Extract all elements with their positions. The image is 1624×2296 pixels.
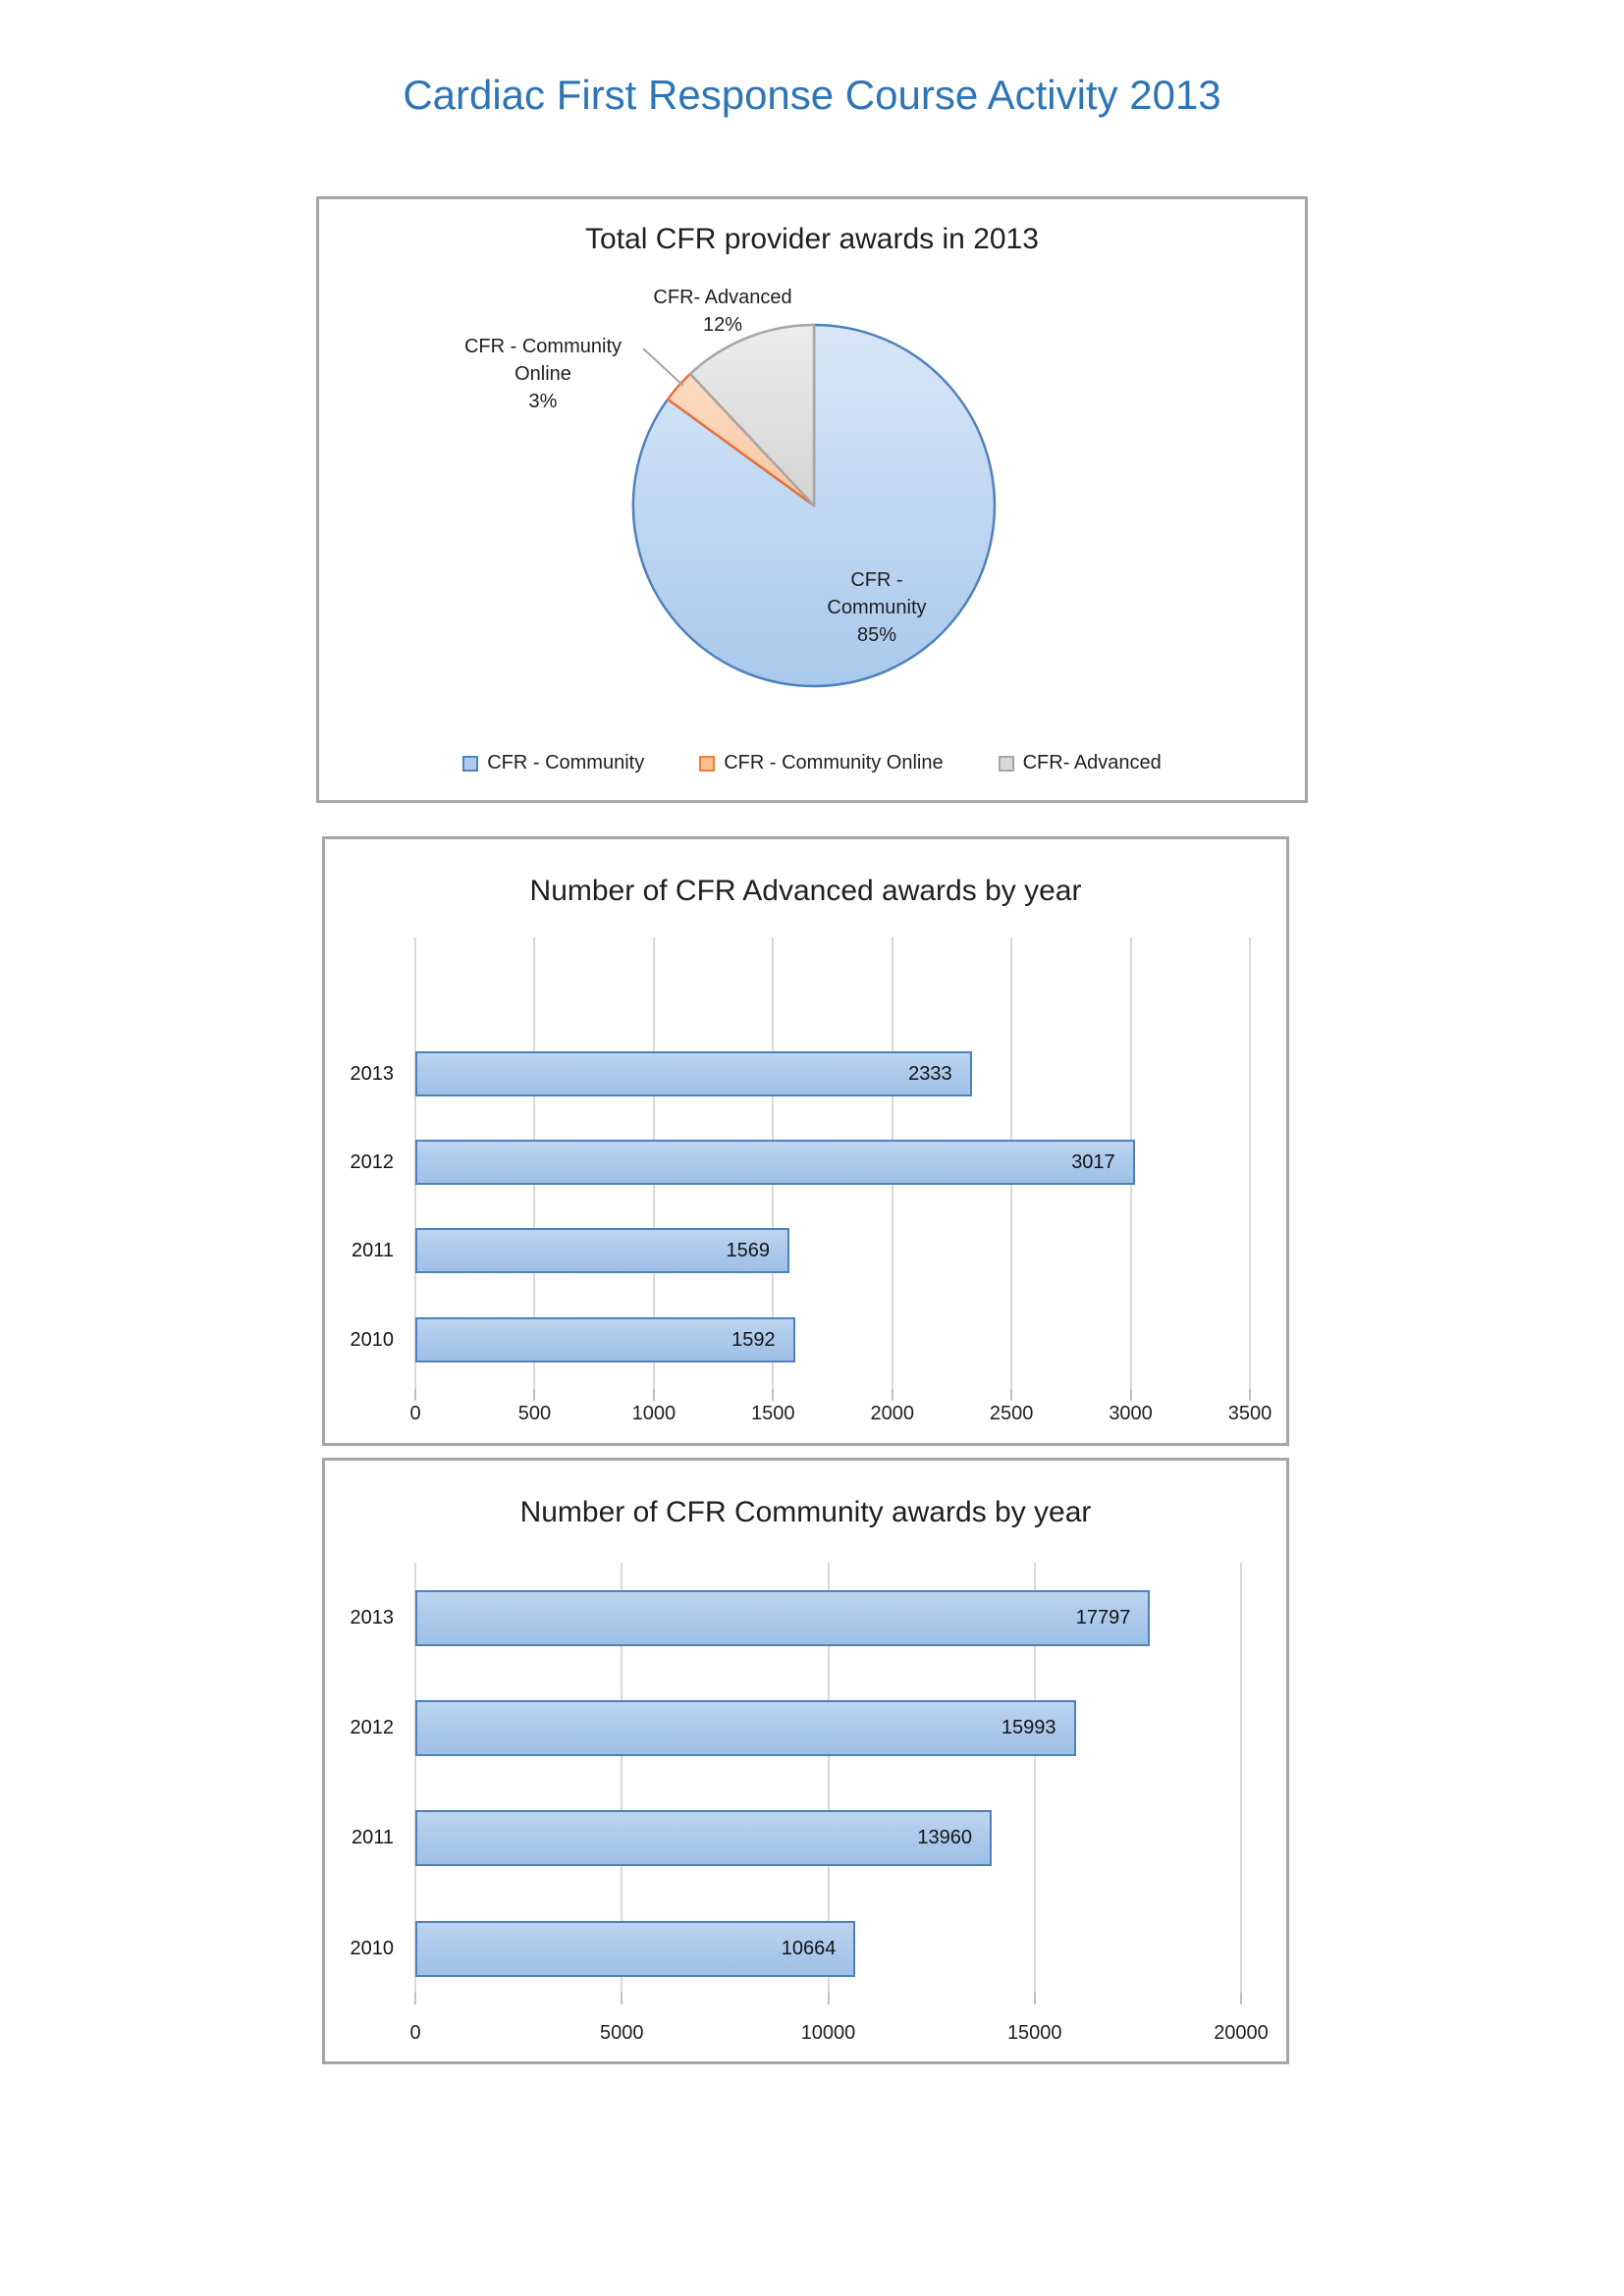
legend-item-advanced-swatch xyxy=(999,756,1014,772)
category-label-2012: 2012 xyxy=(350,1150,394,1173)
pie-callout-advanced xyxy=(610,284,836,339)
axis-tick-label-500: 500 xyxy=(517,1403,552,1424)
axis-tick-1500 xyxy=(772,1389,774,1401)
advanced-bar-chart-panel xyxy=(322,836,1289,1446)
bar-2012 xyxy=(415,1700,1076,1756)
legend-item-community-label: CFR - Community xyxy=(487,752,645,774)
pie-callout-community xyxy=(779,566,975,649)
bar-value-label-2012: 15993 xyxy=(1001,1717,1056,1738)
bar-2011 xyxy=(415,1228,789,1273)
axis-tick-0 xyxy=(414,1993,416,2004)
bar-2010 xyxy=(415,1317,795,1362)
bar-value-label-2013: 2333 xyxy=(908,1062,952,1085)
pie-callout-advanced-line2: 12% xyxy=(702,314,743,336)
bar-2010 xyxy=(415,1921,855,1977)
pie-chart-title: Total CFR provider awards in 2013 xyxy=(585,223,1039,255)
legend-item-community xyxy=(462,752,644,774)
pie-callout-online-line1: CFR - Community xyxy=(463,336,622,357)
pie-callout-online xyxy=(430,333,656,415)
bar-2013 xyxy=(415,1590,1150,1646)
category-label-2010: 2010 xyxy=(350,1328,394,1351)
community-bar-chart-panel xyxy=(322,1458,1289,2064)
axis-tick-label-1000: 1000 xyxy=(631,1403,677,1424)
axis-tick-2000 xyxy=(892,1389,893,1401)
axis-tick-20000 xyxy=(1240,1993,1242,2004)
bar-2011 xyxy=(415,1810,992,1866)
axis-tick-label-3500: 3500 xyxy=(1227,1403,1272,1424)
pie-callout-community-line1: CFR - xyxy=(850,569,903,591)
axis-tick-1000 xyxy=(653,1389,655,1401)
bar-value-label-2012: 3017 xyxy=(1071,1150,1115,1173)
axis-tick-label-0: 0 xyxy=(409,2022,421,2044)
axis-tick-label-15000: 15000 xyxy=(1006,2022,1062,2044)
pie-legend xyxy=(319,752,1305,774)
axis-tick-10000 xyxy=(828,1993,830,2004)
axis-tick-label-10000: 10000 xyxy=(800,2022,856,2044)
pie-callout-community-line2: Community xyxy=(827,597,927,618)
bar-value-label-2011: 13960 xyxy=(917,1827,973,1848)
bar-value-label-2010: 10664 xyxy=(781,1938,837,1959)
legend-item-community-online-label: CFR - Community Online xyxy=(724,752,944,774)
legend-item-community-online-swatch xyxy=(699,756,715,772)
pie-callout-community-line3: 85% xyxy=(856,624,897,646)
category-label-2010: 2010 xyxy=(350,1938,394,1959)
community-chart-title: Number of CFR Community awards by year xyxy=(519,1496,1092,1528)
bar-value-label-2011: 1569 xyxy=(726,1239,771,1261)
axis-tick-label-20000: 20000 xyxy=(1214,2022,1269,2044)
bar-value-label-2010: 1592 xyxy=(731,1328,776,1351)
bar-value-label-2013: 17797 xyxy=(1075,1607,1131,1629)
axis-tick-3500 xyxy=(1249,1389,1251,1401)
legend-item-community-online xyxy=(699,752,943,774)
bar-2012 xyxy=(415,1140,1135,1185)
bar-2013 xyxy=(415,1051,972,1096)
legend-item-community-swatch xyxy=(462,756,478,772)
pie-callout-online-line3: 3% xyxy=(528,391,558,412)
page-title: Cardiac First Response Course Activity 2013 xyxy=(403,72,1221,119)
axis-tick-0 xyxy=(414,1389,416,1401)
axis-tick-label-1500: 1500 xyxy=(751,1403,795,1424)
legend-item-advanced-label: CFR- Advanced xyxy=(1022,752,1162,774)
category-label-2012: 2012 xyxy=(350,1717,394,1738)
category-label-2013: 2013 xyxy=(350,1062,394,1085)
axis-tick-3000 xyxy=(1130,1389,1132,1401)
axis-tick-2500 xyxy=(1010,1389,1012,1401)
category-label-2011: 2011 xyxy=(351,1239,394,1261)
axis-tick-15000 xyxy=(1034,1993,1036,2004)
axis-tick-label-0: 0 xyxy=(409,1403,421,1424)
advanced-chart-title: Number of CFR Advanced awards by year xyxy=(529,875,1082,907)
pie-callout-online-line2: Online xyxy=(514,363,571,385)
gridline-20000 xyxy=(1240,1563,1242,1993)
axis-tick-label-2000: 2000 xyxy=(870,1403,914,1424)
axis-tick-label-5000: 5000 xyxy=(600,2022,644,2044)
axis-tick-label-3000: 3000 xyxy=(1109,1403,1153,1424)
category-label-2013: 2013 xyxy=(350,1607,394,1629)
category-label-2011: 2011 xyxy=(351,1827,394,1848)
axis-tick-500 xyxy=(533,1389,535,1401)
legend-item-advanced xyxy=(999,752,1162,774)
axis-tick-5000 xyxy=(621,1993,623,2004)
gridline-3500 xyxy=(1249,937,1251,1389)
pie-callout-advanced-line1: CFR- Advanced xyxy=(653,287,792,308)
axis-tick-label-2500: 2500 xyxy=(989,1403,1034,1424)
pie-chart-panel xyxy=(316,196,1308,803)
